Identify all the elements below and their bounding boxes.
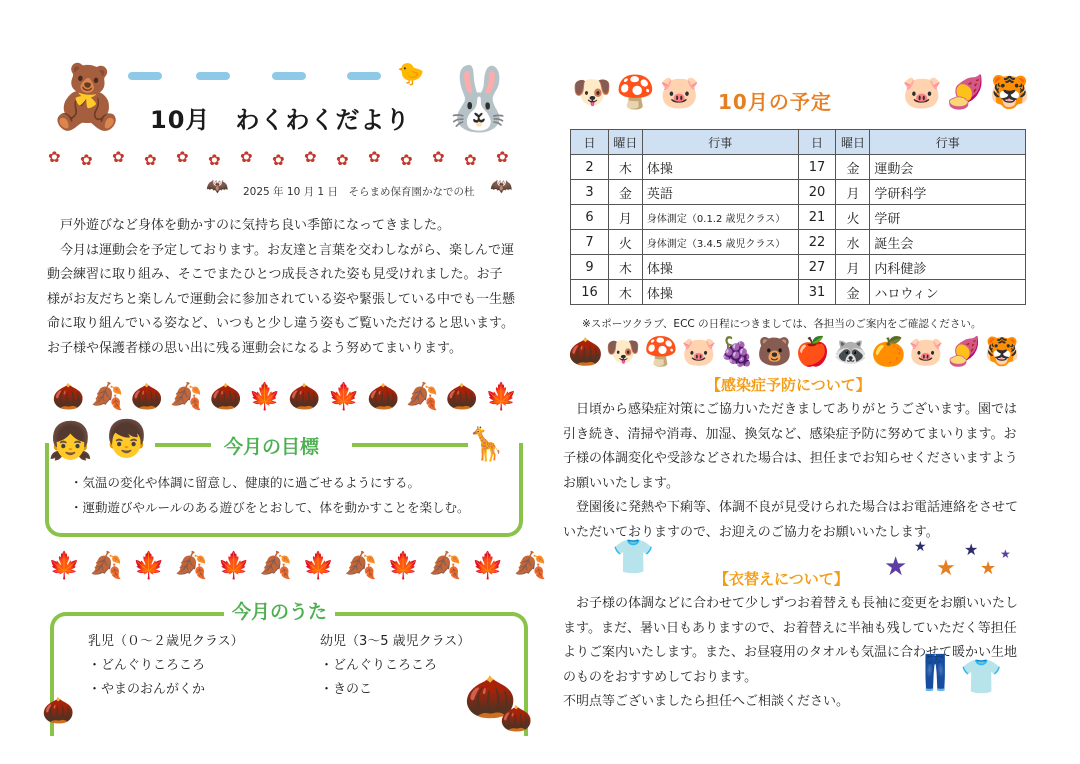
day-cell: 6 [571,205,609,230]
maple-icon: 🍁 [471,551,515,581]
bat-icon: 🦇 [206,176,229,197]
infection-title: 【感染症予防について】 [706,376,871,394]
tiger-icon: 🐯 [989,73,1034,111]
event-cell: 体操 [642,280,798,305]
intro-paragraph: 戸外遊びなど身体を動かすのに気持ち良い季節になってきました。 [60,218,451,233]
leaf-row [48,553,557,579]
grape-icon: 🍇 [719,335,758,368]
infant-songs [88,630,244,702]
weekday-cell: 木 [608,280,642,305]
flower-icon: ✿ [144,151,157,169]
tiger-icon: 🐯 [984,335,1023,368]
page-title: 10月 わくわくだより [150,106,411,134]
weekday-cell: 金 [836,280,870,305]
infection-text [563,398,1025,545]
day-cell: 21 [798,205,836,230]
table-row [571,155,1026,180]
col-header: 曜日 [836,130,870,155]
cloud-decoration [196,72,230,80]
dog-icon: 🐶 [572,73,616,111]
schedule-deco-left [572,73,704,111]
ginkgo-icon: 🍂 [91,382,131,412]
maple-icon: 🍁 [387,551,430,581]
weekday-cell: 木 [608,255,642,280]
infant-songs-heading: 乳児（０～２歳児クラス） [88,634,244,649]
infection-paragraph: 登園後に発熱や下痢等、体調不良が見受けられた場合はお電話連絡をさせていただいておりますので、お迎えのご協力をお願いいたします。 [563,500,1019,540]
pig-icon: 🐷 [681,335,720,368]
day-cell: 2 [571,155,609,180]
ginkgo-icon: 🍂 [259,551,303,581]
giraffe-icon: 🦒 [466,425,506,463]
weekday-cell: 月 [836,180,870,205]
goal-item: ・気温の変化や体調に留意し、健康的に過ごせるようにする。 [70,475,421,490]
clothing-paragraph: 不明点等ございましたら担任へご相談ください。 [563,694,850,709]
flower-icon: ✿ [464,151,477,169]
weekday-cell: 月 [608,205,642,230]
table-header-row [571,130,1026,155]
col-header: 行事 [870,130,1026,155]
event-cell: 英語 [642,180,798,205]
table-row [571,205,1026,230]
schedule-table [570,129,1026,305]
shirt-icon: 👕 [960,657,1003,697]
day-cell: 9 [571,255,609,280]
song-item: ・どんぐりころころ [320,658,438,673]
event-cell: 体操 [642,255,798,280]
persimmon-icon: 🍊 [871,335,909,368]
sweet-potato-icon: 🍠 [946,335,985,368]
animal-deco-row [568,335,1023,368]
mushroom-icon: 🍄 [615,73,660,111]
song-item: ・きのこ [320,682,373,697]
schedule-deco-right [902,73,1034,111]
acorn-icon: 🌰 [209,382,249,412]
weekday-cell: 金 [836,155,870,180]
event-cell: 身体測定（3.4.5 歳児クラス） [642,230,798,255]
acorn-icon: 🌰 [130,382,171,412]
clothing-paragraph: お子様の体調などに合わせて少しずつお着替えも長袖に変更をお願いいたします。まだ、暑い日もありますので、お着替えに半袖も残していただく等担任よりご案内いたします。また、お昼寝用のタオルも気温に合わせて暖かい生地のものをおすすめしております。 [563,596,1019,685]
event-cell: 学研科学 [870,180,1026,205]
acorn-icon: 🌰 [500,704,533,734]
boy-icon: 👦 [104,419,149,460]
ginkgo-icon: 🍂 [90,551,133,581]
table-row [571,180,1026,205]
event-cell: 運動会 [870,155,1026,180]
day-cell: 20 [798,180,836,205]
goals-border [155,443,211,447]
col-header: 行事 [642,130,798,155]
rabbit-icon: 🐰 [440,62,518,135]
ginkgo-icon: 🍂 [175,551,218,581]
acorn-icon: 🌰 [288,382,328,412]
weekday-cell: 木 [608,155,642,180]
ginkgo-icon: 🍂 [344,551,387,581]
autumn-leaf-row [52,384,525,410]
pig-icon: 🐷 [659,73,704,111]
flower-icon: ✿ [80,151,93,169]
event-cell: 内科健診 [870,255,1026,280]
star-icon: ★ [936,556,956,581]
clothing-title: 【衣替えについて】 [714,570,849,588]
tanuki-icon: 🦝 [833,335,871,368]
flower-row [48,150,508,170]
day-cell: 7 [571,230,609,255]
songs-title: 今月のうた [224,597,335,624]
table-row [571,230,1026,255]
acorn-icon: 🌰 [568,335,606,368]
bird-icon: 🐤 [397,62,425,87]
goals-border [352,443,468,447]
goals-list [70,470,470,520]
col-header: 日 [571,130,609,155]
song-item: ・やまのおんがくか [88,682,206,697]
apple-icon: 🍎 [795,335,834,368]
acorn-icon: 🌰 [464,672,517,721]
sweet-potato-icon: 🍠 [945,73,990,111]
acorn-icon: 🌰 [445,382,486,412]
maple-icon: 🍁 [132,551,176,581]
star-icon: ★ [914,539,927,555]
goals-title: 今月の目標 [216,432,327,459]
cloud-decoration [272,72,306,80]
ginkgo-icon: 🍂 [406,382,446,412]
day-cell: 22 [798,230,836,255]
col-header: 曜日 [608,130,642,155]
maple-icon: 🍁 [48,551,91,581]
maple-icon: 🍁 [485,382,525,412]
ginkgo-icon: 🍂 [429,551,472,581]
flower-icon: ✿ [240,148,253,166]
maple-icon: 🍁 [248,382,289,412]
toddler-songs-heading: 幼児（3～5 歳児クラス） [320,634,471,649]
cloud-decoration [347,72,381,80]
event-cell: 誕生会 [870,230,1026,255]
stars-decoration [884,540,1014,586]
star-icon: ★ [980,558,997,579]
flower-icon: ✿ [336,151,349,169]
star-icon: ★ [884,552,908,582]
col-header: 日 [798,130,836,155]
ginkgo-icon: 🍂 [170,382,210,412]
date-line: 2025 年 10 月 1 日 そらまめ保育園かなでの杜 [243,186,475,198]
toddler-songs [320,630,470,702]
bear-icon: 🐻 [757,335,796,368]
pants-icon: 👖 [914,653,957,693]
flower-icon: ✿ [400,151,413,169]
weekday-cell: 月 [836,255,870,280]
day-cell: 17 [798,155,836,180]
table-row [571,280,1026,305]
goal-item: ・運動遊びやルールのある遊びをとおして、体を動かすことを楽しむ。 [70,500,470,515]
schedule-note: ※スポーツクラブ、ECC の日程につきましては、各担当のご案内をご確認ください。 [582,318,982,330]
day-cell: 3 [571,180,609,205]
flower-icon: ✿ [368,148,381,166]
flower-icon: ✿ [432,148,445,166]
flower-icon: ✿ [208,151,221,169]
acorn-icon: 🌰 [52,382,92,412]
event-cell: 身体測定（0.1.2 歳児クラス） [642,205,798,230]
infection-paragraph: 日頃から感染症対策にご協力いただきましてありがとうございます。園では引き続き、清掃や消毒、加湿、換気など、感染症予防に努めてまいります。お子様の体調変化や受診などされた場合は、担任までお知らせくださいますようお願いいたします。 [563,402,1018,491]
flower-icon: ✿ [496,148,509,166]
event-cell: ハロウィン [870,280,1026,305]
dog-icon: 🐶 [605,335,644,368]
star-icon: ★ [1000,547,1011,561]
weekday-cell: 火 [836,205,870,230]
ginkgo-icon: 🍂 [514,551,557,581]
weekday-cell: 金 [608,180,642,205]
weekday-cell: 火 [608,230,642,255]
weekday-cell: 水 [836,230,870,255]
star-icon: ★ [964,540,979,559]
flower-icon: ✿ [272,151,285,169]
event-cell: 学研 [870,205,1026,230]
shirt-icon: 👕 [612,537,655,577]
maple-icon: 🍁 [217,551,260,581]
intro-text [47,214,515,362]
table-row [571,255,1026,280]
day-cell: 31 [798,280,836,305]
day-cell: 16 [571,280,609,305]
flower-icon: ✿ [48,148,61,166]
cloud-decoration [128,72,162,80]
mushroom-icon: 🍄 [643,335,682,368]
schedule-title: 10月の予定 [718,90,832,114]
flower-icon: ✿ [176,148,189,166]
girl-icon: 👧 [48,421,93,462]
acorn-icon: 🌰 [42,696,75,726]
maple-icon: 🍁 [302,551,345,581]
event-cell: 体操 [642,155,798,180]
day-cell: 27 [798,255,836,280]
pig-icon: 🐷 [908,335,947,368]
flower-icon: ✿ [304,148,317,166]
maple-icon: 🍁 [327,382,367,412]
acorn-icon: 🌰 [367,382,407,412]
bear-icon: 🧸 [48,60,126,133]
intro-paragraph: 今月は運動会を予定しております。お友達と言葉を交わしながら、楽しんで運動会練習に取り組み、そこでまたひとつ成長された姿も見受けれました。お子様がお友だちと楽しんで運動会に参加されている姿や緊張している中でも一生懸命に取り組んでいる姿など、いつもと少し違う姿もご覧いただけると思います。お子様や保護者様の思い出に残る運動会になるよう努めてまいります。 [47,242,516,356]
song-item: ・どんぐりころころ [88,658,206,673]
pig-icon: 🐷 [902,73,946,111]
flower-icon: ✿ [112,148,125,166]
bat-icon: 🦇 [490,176,513,197]
